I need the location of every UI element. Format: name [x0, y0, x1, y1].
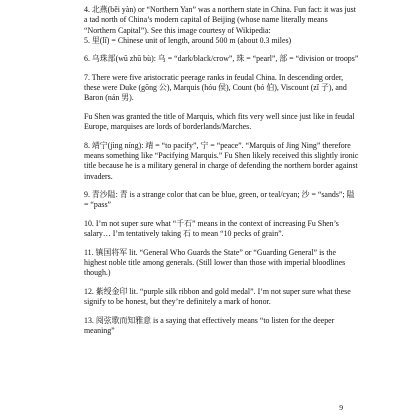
footnote-12	[84, 287, 360, 308]
footnote-7	[84, 73, 360, 104]
footnote-11-text: 11. 镇国将军 lit. “General Who Guards the State” or “Guarding General” is the highest noble title among generals. (Still lower than those with imperial bloodlines though.)	[84, 247, 346, 278]
footnote-5: 5. 里(lǐ) = Chinese unit of length, around 500 m (about 0.3 miles)	[84, 35, 292, 45]
footnote-7-continued	[84, 112, 360, 133]
footnote-12-text: 12. 紫绶金印 lit. “purple silk ribbon and gold medal”. I’m not super sure what these signify to be honest, but they’re definitely a mark of honor.	[84, 286, 351, 307]
footnote-10-text: 10. I’m not super sure what “千石” means in the context of increasing Fu Shen’s salary… I’m tentatively taking 石 to mean “10 pecks of grain”.	[84, 218, 339, 239]
footnote-9-text: 9. 青沙隘: 青 is a strange color that can be blue, green, or teal/cyan; 沙 = “sands”; 隘 = “pass”	[84, 190, 355, 210]
footnote-6-text: 6. 乌珠部(wū zhū bù): 乌 = “dark/black/crow”, 珠 = “pearl”, 部 = “division or troops”	[84, 54, 359, 64]
footnote-6	[84, 54, 360, 64]
footnote-8	[84, 141, 360, 182]
footnote-4-5	[84, 5, 360, 46]
footnotes	[84, 5, 360, 344]
footnote-8-text: 8. 靖宁(jìng níng): 靖 = “to pacify”, 宁 = “peace”. “Marquis of Jing Ning” therefore means something like “Pacifying Marquis.” Fu Shen likely received this slightly ironic title because he is a military general in charge of defending the northern border against invaders.	[84, 140, 359, 181]
footnote-11	[84, 248, 360, 279]
page-number: 9	[339, 403, 343, 412]
footnote-4: 4. 北燕(běi yàn) or “Northern Yan” was a northern state in China. Fun fact: it was just a tad north of China’s modern capital of Beijing (whose name literally means “Northern Capital”). See this image courtesy of Wikipedia:	[84, 5, 356, 35]
footnote-7-continued-text: Fu Shen was granted the title of Marquis, which fits very well since just like in feudal Europe, marquises are lords of borderlands/Marches.	[84, 111, 355, 132]
footnote-13	[84, 316, 360, 337]
footnote-9	[84, 190, 360, 211]
footnote-10	[84, 219, 360, 240]
footnote-7-text: 7. There were five aristocratic peerage ranks in feudal China. In descending order, these were Duke (gōng 公), Marquis (hóu 侯), Count (bó 伯), Viscount (zǐ 子), and Baron (nán 男).	[84, 72, 347, 103]
footnote-13-text: 13. 阅弦歌而知雅意 is a saying that effectively means “to listen for the deeper meaning”	[84, 315, 335, 335]
